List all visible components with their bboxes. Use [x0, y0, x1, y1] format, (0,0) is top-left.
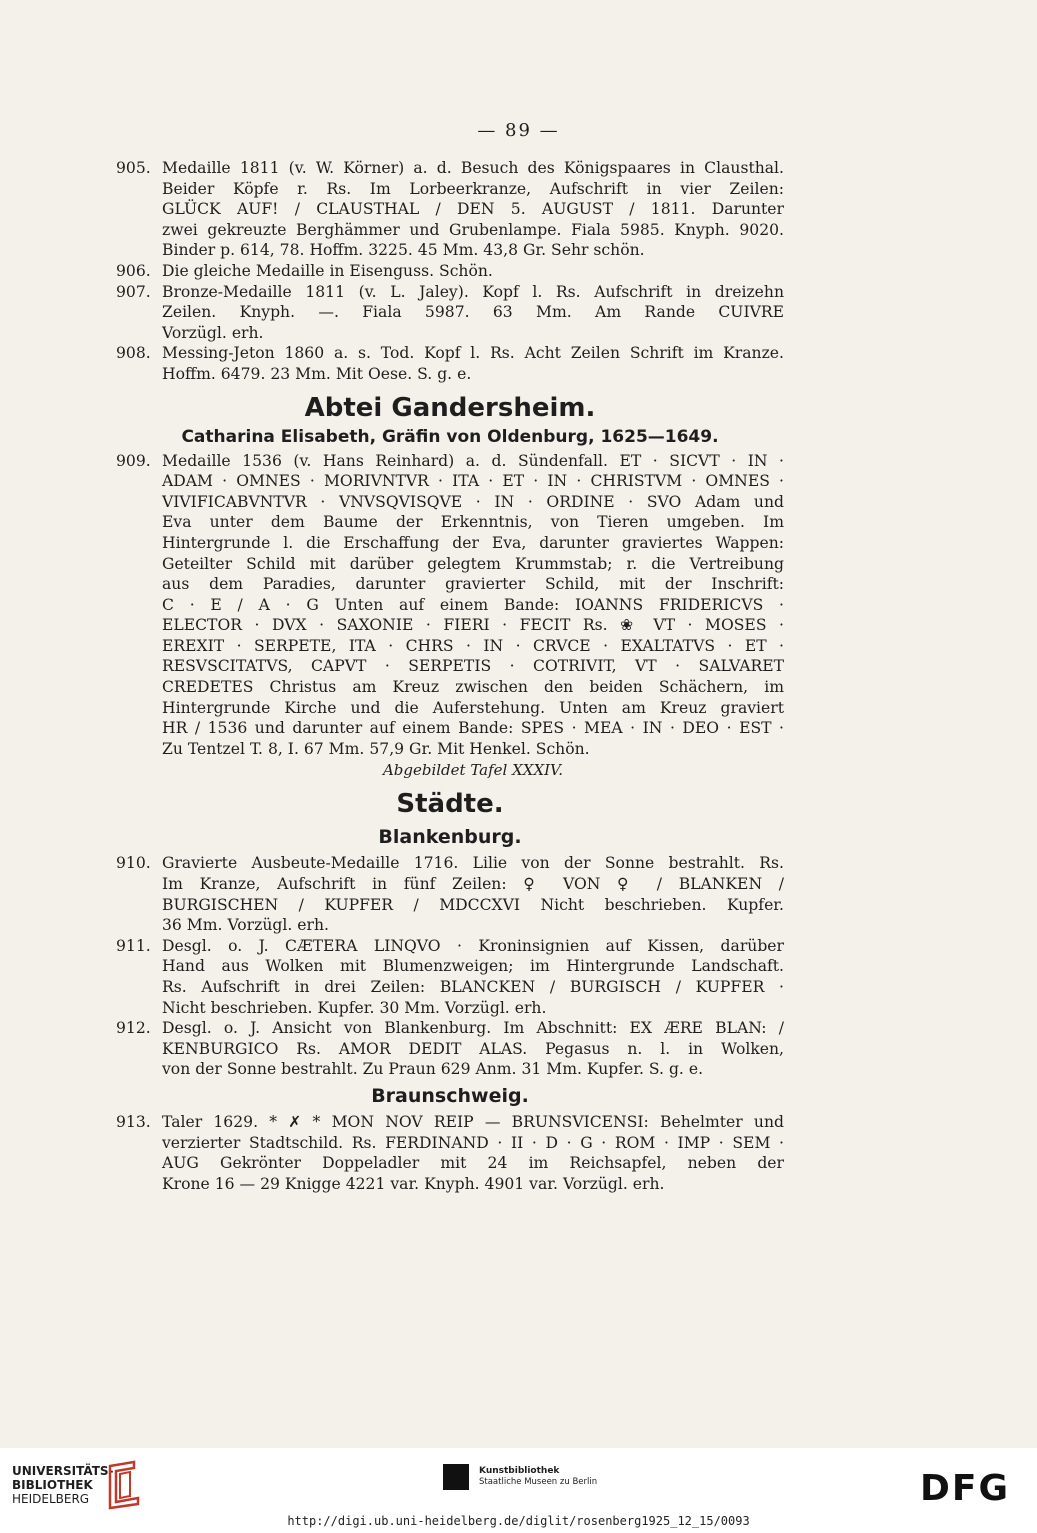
entries-group-a: [116, 158, 784, 385]
subheading-catharina: Catharina Elisabeth, Gräfin von Oldenburg, 1625—1649.: [181, 426, 719, 447]
entry-line: Messing-Jeton 1860 a. s. Tod. Kopf l. Rs. Acht Zeilen Schrift im Kranze.: [162, 344, 784, 363]
entry-line: Beider Köpfe r. Rs. Im Lorbeerkranze, Aufschrift in vier Zeilen:: [162, 179, 784, 198]
entry-line: Die gleiche Medaille in Eisenguss. Schön.: [162, 261, 493, 280]
entry-line: ADAM · OMNES · MORIVNTVR · ITA · ET · IN · CHRISTVM · OMNES ·: [162, 472, 784, 491]
entry-913: [116, 1112, 784, 1194]
dfg-logo[interactable]: DFG: [920, 1468, 1011, 1509]
entry-number: 910.: [116, 854, 151, 873]
ub-line-1: UNIVERSITÄTS-: [12, 1464, 114, 1478]
entry-line: Eva unter dem Baume der Erkenntnis, von Tieren umgeben. Im: [162, 513, 784, 532]
entry-body: [162, 853, 784, 935]
entry-line: Nicht beschrieben. Kupfer. 30 Mm. Vorzügl. erh.: [162, 998, 547, 1017]
entry-line: aus dem Paradies, darunter gravierter Schild, mit der Inschrift:: [162, 575, 784, 594]
ub-heidelberg-logo[interactable]: [12, 1464, 114, 1506]
entry-body: [162, 158, 784, 261]
entry-line: VIVIFICABVNTVR · VNVSQVISQVE · IN · ORDINE · SVO Adam und: [162, 492, 784, 511]
catalog-text: [116, 158, 784, 1194]
page-number: — 89 —: [477, 120, 560, 141]
ub-line-2: BIBLIOTHEK: [12, 1478, 93, 1492]
heading-staedte: Städte.: [396, 789, 504, 820]
entry-line: Zeilen. Knyph. —. Fiala 5987. 63 Mm. Am Rande CUIVRE: [162, 303, 784, 322]
catalog-entry: [116, 282, 784, 344]
entry-body: [162, 1112, 784, 1194]
catalog-entry: [116, 853, 784, 935]
entry-body: [162, 261, 784, 282]
entry-number: 913.: [116, 1112, 151, 1131]
kunstbibliothek-subtitle: Staatliche Museen zu Berlin: [479, 1477, 598, 1487]
caption-plate: Abgebildet Tafel XXXIV.: [382, 761, 564, 780]
entry-line: KENBURGICO Rs. AMOR DEDIT ALAS. Pegasus n. l. in Wolken,: [162, 1039, 784, 1058]
entry-line: Desgl. o. J. Ansicht von Blankenburg. Im Abschnitt: EX ÆRE BLAN: /: [162, 1019, 784, 1038]
catalog-entry: [116, 451, 784, 760]
entry-line: Hoffm. 6479. 23 Mm. Mit Oese. S. g. e.: [162, 364, 472, 383]
catalog-entry: [116, 261, 784, 282]
entry-number: 911.: [116, 936, 151, 955]
catalog-entry: [116, 936, 784, 1018]
entry-number: 906.: [116, 261, 151, 280]
catalog-entry: [116, 1018, 784, 1080]
catalog-entry: [116, 1112, 784, 1194]
entry-line: C · E / A · G Unten auf einem Bande: IOANNS FRIDERICVS ·: [162, 595, 784, 614]
catalog-entry: [116, 343, 784, 384]
entry-number: 905.: [116, 159, 151, 177]
entry-line: Desgl. o. J. CÆTERA LINQVO · Kroninsignien auf Kissen, darüber: [162, 936, 784, 955]
entry-line: Im Kranze, Aufschrift in fünf Zeilen: ♀ VON ♀ / BLANKEN /: [162, 875, 784, 894]
entry-number: 907.: [116, 282, 151, 301]
heading-abtei-gandersheim: Abtei Gandersheim.: [304, 392, 596, 423]
entry-body: [162, 936, 784, 1018]
entry-909: [116, 451, 784, 760]
entry-line: RESVSCITATVS, CAPVT · SERPETIS · COTRIVIT, VT · SALVARET: [162, 657, 784, 676]
entries-group-b: [116, 853, 784, 1080]
entry-line: AUG Gekrönter Doppeladler mit 24 im Reichsapfel, neben der: [162, 1154, 784, 1173]
entry-number: 912.: [116, 1019, 151, 1038]
entry-line: Hintergrunde Kirche und die Auferstehung. Unten am Kreuz graviert: [162, 698, 784, 717]
entry-line: Vorzügl. erh.: [162, 323, 264, 342]
entry-body: [162, 282, 784, 344]
entry-line: Medaille 1536 (v. Hans Reinhard) a. d. Sündenfall. ET · SICVT · IN ·: [162, 451, 784, 470]
entry-line: EREXIT · SERPETE, ITA · CHRS · IN · CRVCE · EXALTATVS · ET ·: [162, 636, 784, 655]
entry-line: Medaille 1811 (v. W. Körner) a. d. Besuch des Königspaares in Clausthal.: [162, 159, 784, 177]
entry-line: von der Sonne bestrahlt. Zu Praun 629 Anm. 31 Mm. Kupfer. S. g. e.: [162, 1060, 704, 1079]
entry-line: 36 Mm. Vorzügl. erh.: [162, 916, 329, 935]
entry-line: Binder p. 614, 78. Hoffm. 3225. 45 Mm. 43,8 Gr. Sehr schön.: [162, 241, 645, 260]
entry-line: Geteilter Schild mit darüber gelegtem Krummstab; r. die Vertreibung: [162, 554, 784, 573]
entry-line: Taler 1629. * ✗ * MON NOV REIP — BRUNSVICENSI: Behelmter und: [162, 1112, 784, 1131]
entry-number: 908.: [116, 344, 151, 363]
entry-line: Rs. Aufschrift in drei Zeilen: BLANCKEN / BURGISCH / KUPFER ·: [162, 978, 784, 996]
entry-body: [162, 343, 784, 384]
entry-line: GLÜCK AUF! / CLAUSTHAL / DEN 5. AUGUST / 1811. Darunter: [162, 200, 784, 219]
entry-line: Bronze-Medaille 1811 (v. L. Jaley). Kopf l. Rs. Aufschrift in dreizehn: [162, 282, 784, 301]
entry-line: BURGISCHEN / KUPFER / MDCCXVI Nicht beschrieben. Kupfer.: [162, 895, 784, 914]
entry-body: [162, 1018, 784, 1080]
heading-blankenburg: Blankenburg.: [378, 826, 522, 849]
entry-body: [162, 451, 784, 760]
entry-line: Krone 16 — 29 Knigge 4221 var. Knyph. 4901 var. Vorzügl. erh.: [162, 1174, 665, 1193]
kunstbibliothek-square-icon: [443, 1464, 469, 1490]
ub-emblem-icon: [104, 1460, 144, 1510]
entry-line: CREDETES Christus am Kreuz zwischen den beiden Schächern, im: [162, 678, 784, 697]
entry-line: verzierter Stadtschild. Rs. FERDINAND · II · D · G · ROM · IMP · SEM ·: [162, 1133, 784, 1152]
permalink-url[interactable]: http://digi.ub.uni-heidelberg.de/diglit/rosenberg1925_12_15/0093: [287, 1514, 750, 1528]
entry-line: HR / 1536 und darunter auf einem Bande: SPES · MEA · IN · DEO · EST ·: [162, 719, 784, 738]
heading-braunschweig: Braunschweig.: [371, 1084, 529, 1107]
entry-number: 909.: [116, 451, 151, 470]
entry-line: Hand aus Wolken mit Blumenzweigen; im Hintergrunde Landschaft.: [162, 957, 784, 976]
ub-line-3: HEIDELBERG: [12, 1492, 90, 1506]
entry-line: Zu Tentzel T. 8, I. 67 Mm. 57,9 Gr. Mit Henkel. Schön.: [162, 739, 590, 758]
footer-bar: [0, 1448, 1037, 1533]
catalog-entry: [116, 158, 784, 261]
kunstbibliothek-title: Kunstbibliothek: [479, 1466, 560, 1476]
entry-line: Gravierte Ausbeute-Medaille 1716. Lilie von der Sonne bestrahlt. Rs.: [162, 854, 784, 873]
entry-line: zwei gekreuzte Berghämmer und Grubenlampe. Fiala 5985. Knyph. 9020.: [162, 220, 784, 239]
entry-line: Hintergrunde l. die Erschaffung der Eva, darunter graviertes Wappen:: [162, 533, 784, 552]
entry-line: ELECTOR · DVX · SAXONIE · FIERI · FECIT Rs. ❀ VT · MOSES ·: [162, 616, 784, 635]
